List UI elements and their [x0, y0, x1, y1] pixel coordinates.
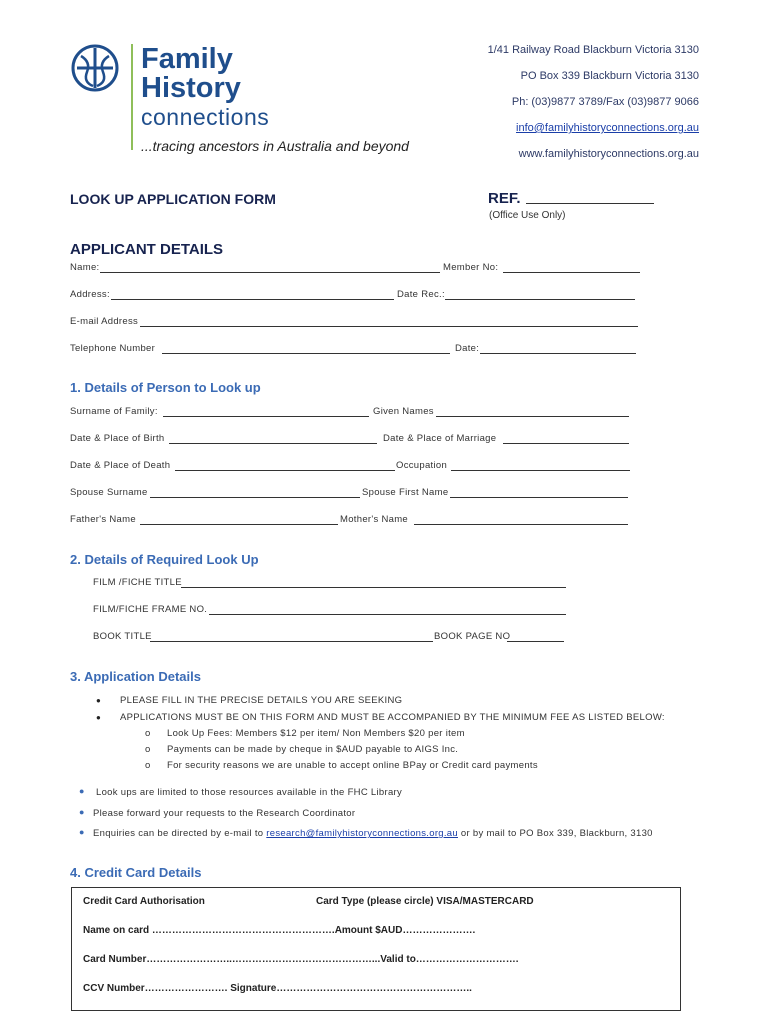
cc-name-on-card[interactable]: Name on card ……………………………………………….Amount $AUD………………….: [83, 925, 476, 936]
note-library: Look ups are limited to those resources available in the FHC Library: [96, 787, 403, 798]
book-page-label: BOOK PAGE NO: [434, 631, 511, 642]
address-label: Address:: [70, 289, 110, 300]
book-title-line[interactable]: [150, 641, 433, 642]
date-rec-line[interactable]: [445, 299, 635, 300]
member-no-label: Member No:: [443, 262, 499, 273]
cc-authorisation: Credit Card Authorisation: [83, 896, 205, 907]
sub-bullet-icon: o: [145, 728, 151, 739]
contact-po-box: PO Box 339 Blackburn Victoria 3130: [520, 70, 699, 82]
book-page-line[interactable]: [507, 641, 564, 642]
surname-line[interactable]: [163, 416, 369, 417]
father-line[interactable]: [140, 524, 338, 525]
name-line[interactable]: [100, 272, 440, 273]
book-title-label: BOOK TITLE: [93, 631, 152, 642]
contact-phone: Ph: (03)9877 3789/Fax (03)9877 9066: [511, 96, 699, 108]
death-label: Date & Place of Death: [70, 460, 171, 471]
spouse-surname-line[interactable]: [150, 497, 360, 498]
contact-email-wrap: [516, 122, 699, 134]
email-label: E-mail Address: [70, 316, 139, 327]
marriage-label: Date & Place of Marriage: [383, 433, 497, 444]
cc-ccv-signature[interactable]: CCV Number……………………. Signature…………………………………………………..: [83, 983, 472, 994]
given-names-label: Given Names: [373, 406, 434, 417]
name-label: Name:: [70, 262, 100, 273]
bullet-icon: ●: [79, 786, 85, 796]
ref-label: REF.: [488, 190, 521, 207]
contact-website: www.familyhistoryconnections.org.au: [518, 148, 699, 160]
sub-bullet-icon: o: [145, 760, 151, 771]
date-label: Date:: [455, 343, 480, 354]
death-line[interactable]: [175, 470, 395, 471]
note-enquiries: [93, 828, 653, 839]
research-email-link[interactable]: research@familyhistoryconnections.org.au: [266, 828, 458, 839]
surname-label: Surname of Family:: [70, 406, 158, 417]
occupation-line[interactable]: [451, 470, 630, 471]
section3-heading: 3. Application Details: [70, 669, 201, 684]
logo-mark-icon: [67, 42, 123, 94]
film-frame-label: FILM/FICHE FRAME NO.: [93, 604, 208, 615]
section4-heading: 4. Credit Card Details: [70, 865, 202, 880]
bullet-icon: ●: [79, 827, 85, 837]
date-rec-label: Date Rec.:: [397, 289, 445, 300]
cc-card-number[interactable]: Card Number……………………..……………………………………...Valid to………………………….: [83, 954, 519, 965]
cc-card-type[interactable]: Card Type (please circle) VISA/MASTERCARD: [316, 896, 534, 907]
father-label: Father's Name: [70, 514, 136, 525]
birth-line[interactable]: [169, 443, 377, 444]
applicant-heading: APPLICANT DETAILS: [70, 241, 224, 258]
film-title-line[interactable]: [181, 587, 566, 588]
telephone-label: Telephone Number: [70, 343, 156, 354]
contact-email-link[interactable]: info@familyhistoryconnections.org.au: [516, 122, 699, 134]
film-title-label: FILM /FICHE TITLE: [93, 577, 182, 588]
logo-word-connections: connections: [141, 104, 270, 130]
member-no-line[interactable]: [503, 272, 640, 273]
marriage-line[interactable]: [503, 443, 629, 444]
contact-address: 1/41 Railway Road Blackburn Victoria 3130: [487, 44, 699, 56]
occupation-label: Occupation: [396, 460, 448, 471]
sub-bullet-icon: o: [145, 744, 151, 755]
address-line[interactable]: [111, 299, 394, 300]
section1-heading: 1. Details of Person to Look up: [70, 380, 261, 395]
ref-line[interactable]: [526, 203, 654, 204]
bullet-icon: ●: [96, 713, 101, 722]
form-title: LOOK UP APPLICATION FORM: [70, 191, 276, 207]
note-enquiries-post: or by mail to PO Box 339, Blackburn, 3130: [457, 828, 653, 839]
fee-info: Look Up Fees: Members $12 per item/ Non Members $20 per item: [167, 728, 465, 739]
instruction-2: APPLICATIONS MUST BE ON THIS FORM AND MUST BE ACCOMPANIED BY THE MINIMUM FEE AS LISTED BELOW:: [120, 712, 665, 723]
spouse-first-label: Spouse First Name: [362, 487, 449, 498]
email-line[interactable]: [140, 326, 638, 327]
telephone-line[interactable]: [162, 353, 450, 354]
spouse-surname-label: Spouse Surname: [70, 487, 148, 498]
tagline: ...tracing ancestors in Australia and beyond: [141, 138, 409, 154]
logo-word-history: History: [141, 72, 241, 104]
payment-info: Payments can be made by cheque in $AUD payable to AIGS Inc.: [167, 744, 459, 755]
given-names-line[interactable]: [436, 416, 629, 417]
note-enquiries-pre: Enquiries can be directed by e-mail to: [93, 828, 267, 839]
bullet-icon: ●: [79, 807, 85, 817]
birth-label: Date & Place of Birth: [70, 433, 165, 444]
section2-heading: 2. Details of Required Look Up: [70, 552, 259, 567]
office-use-note: (Office Use Only): [489, 210, 566, 221]
spouse-first-line[interactable]: [450, 497, 628, 498]
logo-word-family: Family: [141, 43, 233, 75]
bullet-icon: ●: [96, 696, 101, 705]
logo-divider: [131, 44, 133, 150]
mother-label: Mother's Name: [340, 514, 409, 525]
security-info: For security reasons we are unable to accept online BPay or Credit card payments: [167, 760, 538, 771]
instruction-1: PLEASE FILL IN THE PRECISE DETAILS YOU ARE SEEKING: [120, 695, 403, 706]
date-line[interactable]: [480, 353, 636, 354]
film-frame-line[interactable]: [209, 614, 566, 615]
note-forward: Please forward your requests to the Research Coordinator: [93, 808, 356, 819]
mother-line[interactable]: [414, 524, 628, 525]
